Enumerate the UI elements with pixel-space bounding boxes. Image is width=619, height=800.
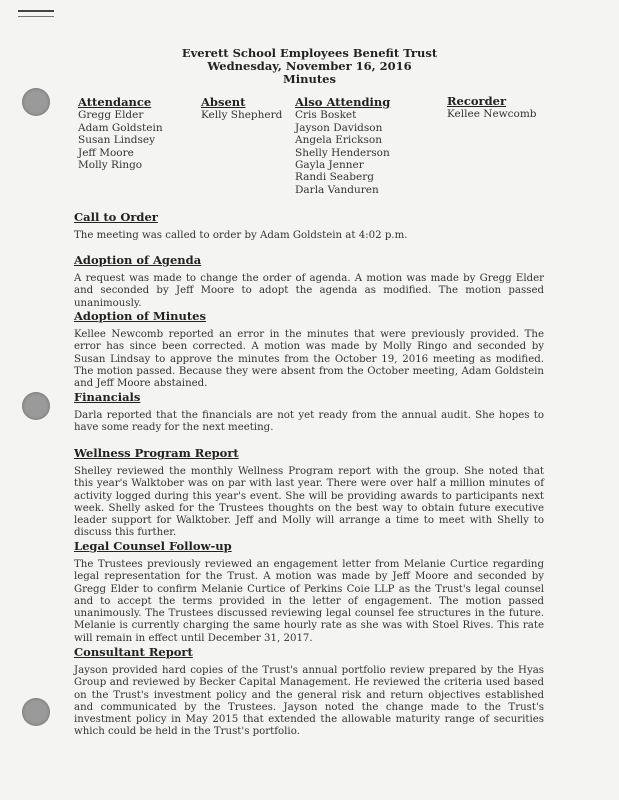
recorder-heading: Recorder [447,94,507,108]
attendance-column [78,96,163,171]
attendee-name: Adam Goldstein [78,121,163,134]
attendee-name: Susan Lindsey [78,134,156,147]
section-body: The meeting was called to order by Adam Goldstein at 4:02 p.m. [74,230,408,241]
absent-heading: Absent [201,95,246,109]
guest-name: Angela Erickson [295,134,382,147]
guest-name: Shelly Henderson [295,146,390,159]
guest-name: Jayson Davidson [295,121,383,134]
attendee-name: Gregg Elder [78,109,144,122]
section-heading: Legal Counsel Follow-up [74,539,232,553]
punch-hole-top [22,88,50,116]
section-financials [74,390,544,435]
document-header [0,47,619,86]
attendance-heading: Attendance [78,95,152,109]
meeting-date: Wednesday, November 16, 2016 [207,59,412,73]
document-type: Minutes [283,72,336,86]
guest-name: Gayla Jenner [295,159,364,172]
section-adoption-of-minutes [74,309,544,390]
recorder-column [447,95,537,121]
section-body: Kellee Newcomb reported an error in the minutes that were previously provided. The error has since been corrected. A motion was made by Molly Ringo and seconded by Susan Lindsay to approve the minutes from the October 19, 2016 meeting as modified. The motion passed. Because they were absent from the October meeting, Adam Goldstein and Jeff Moore abstained. [74,329,544,390]
guest-name: Cris Bosket [295,109,357,122]
punch-hole-middle [22,392,50,420]
attendee-name: Molly Ringo [78,159,143,172]
guest-name: Darla Vanduren [295,183,379,196]
recorder-name: Kellee Newcomb [447,108,537,121]
section-adoption-of-agenda [74,253,544,310]
section-heading: Financials [74,390,141,404]
punch-hole-bottom [22,698,50,726]
section-body: A request was made to change the order of agenda. A motion was made by Gregg Elder and seconded by Jeff Moore to adopt the agenda as modified. The motion passed unanimously. [74,273,544,309]
org-name: Everett School Employees Benefit Trust [181,46,438,60]
section-body: Darla reported that the financials are not yet ready from the annual audit. She hopes to have some ready for the next meeting. [74,410,544,434]
guest-name: Randi Seaberg [295,171,374,184]
section-heading: Consultant Report [74,645,193,659]
scan-mark [18,10,54,17]
also-attending-heading: Also Attending [295,95,391,109]
section-consultant-report [74,645,544,739]
section-heading: Adoption of Minutes [74,309,206,323]
section-wellness-program-report [74,446,544,540]
attendee-name: Jeff Moore [78,146,134,159]
section-call-to-order [74,210,544,242]
section-body: Shelley reviewed the monthly Wellness Program report with the group. She noted that this year's Walktober was on par with last year. There were over half a million minutes of activity logged during this year's event. She will be providing awards to participants next week. Shelly asked for the Trustees thoughts on the best way to obtain future executive leader support for Walktober. Jeff and Molly will arrange a time to meet with Shelly to discuss this further. [74,466,544,539]
section-heading: Adoption of Agenda [74,253,202,267]
section-legal-counsel-follow-up [74,539,544,645]
absent-column [201,96,282,122]
section-heading: Call to Order [74,210,158,224]
section-heading: Wellness Program Report [74,446,239,460]
section-body: The Trustees previously reviewed an engagement letter from Melanie Curtice regarding legal representation for the Trust. A motion was made by Jeff Moore and seconded by Gregg Elder to confirm Melanie Curtice of Perkins Coie LLP as the Trust's legal counsel and to accept the terms provided in the letter of engagement. The motion passed unanimously. The Trustees discussed reviewing legal counsel fee structures in the future. Melanie is currently charging the same hourly rate as she was with Stoel Rives. This rate will remain in effect until December 31, 2017. [74,559,544,644]
absent-name: Kelly Shepherd [201,109,283,122]
section-body: Jayson provided hard copies of the Trust's annual portfolio review prepared by the Hyas Group and reviewed by Becker Capital Management. He reviewed the criteria used based on the Trust's investment policy and the general risk and return objectives established and communicated by the Trustees. Jayson noted the change made to the Trust's investment policy in May 2015 that extended the allowable maturity range of securities which could be held in the Trust's portfolio. [74,665,544,738]
also-attending-column [295,96,390,196]
